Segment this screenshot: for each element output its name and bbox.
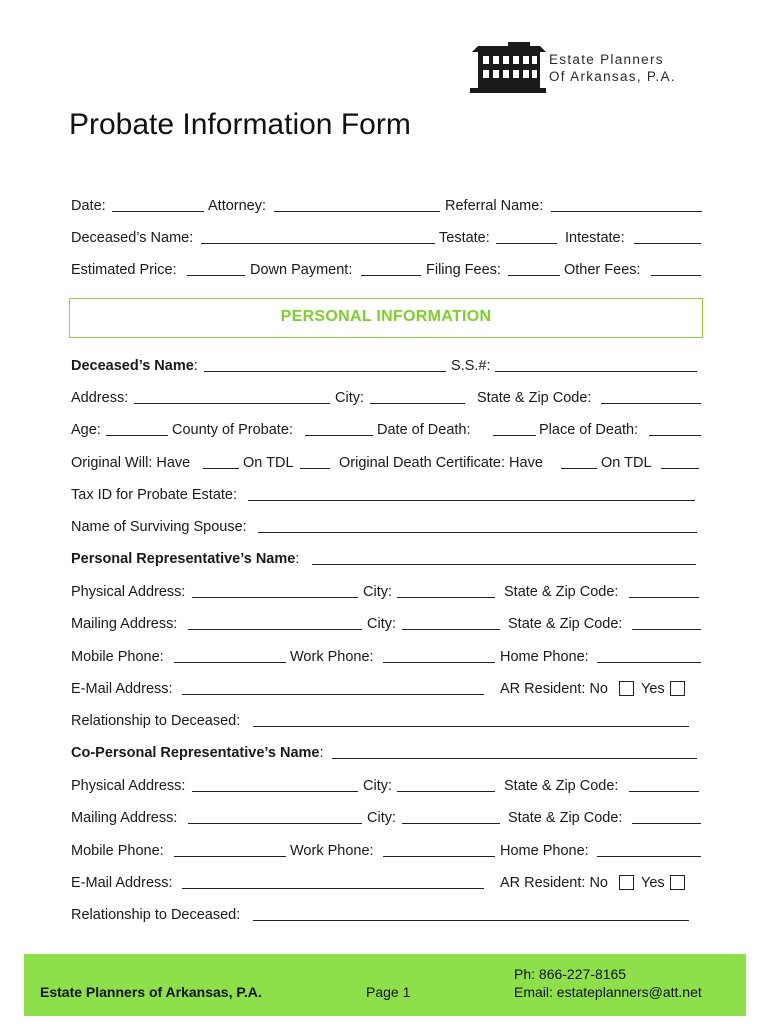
date-of-death-label: Date of Death: (377, 422, 471, 438)
estimated-price-field[interactable] (187, 259, 245, 276)
ss-label: S.S.#: (451, 358, 491, 374)
rep-mobile-label: Mobile Phone: (71, 649, 164, 665)
tax-id-label: Tax ID for Probate Estate: (71, 487, 238, 503)
rep-ar-resident-yes-checkbox[interactable] (670, 681, 685, 696)
rep-home-label: Home Phone: (500, 649, 589, 665)
corep-ar-resident-no-checkbox[interactable] (619, 875, 634, 890)
page-title: Probate Information Form (69, 108, 411, 141)
rep-mailing-city-label: City: (367, 616, 396, 632)
state-zip-label: State & Zip Code: (477, 390, 592, 406)
corep-mailing-state-label: State & Zip Code: (508, 810, 623, 826)
corep-home-label: Home Phone: (500, 843, 589, 859)
row-age (71, 419, 703, 441)
testate-field[interactable] (496, 227, 557, 244)
corep-email-field[interactable] (182, 872, 484, 889)
surviving-spouse-label: Name of Surviving Spouse: (71, 519, 247, 535)
deceased-field[interactable] (201, 227, 435, 244)
age-label: Age: (71, 422, 101, 438)
corep-physical-field[interactable] (192, 775, 358, 792)
cert-on-tdl-field[interactable] (661, 452, 699, 469)
corep-physical-label: Physical Address: (71, 778, 186, 794)
corep-relationship-label: Relationship to Deceased: (71, 907, 241, 923)
corep-physical-city-field[interactable] (397, 775, 495, 792)
county-label: County of Probate: (172, 422, 293, 438)
rep-email-label: E-Mail Address: (71, 681, 173, 697)
will-on-tdl-label: On TDL (243, 455, 294, 471)
place-of-death-field[interactable] (649, 419, 701, 436)
row-corep-mailing (71, 807, 703, 829)
place-of-death-label: Place of Death: (539, 422, 639, 438)
corep-name-label: Co-Personal Representative’s Name (71, 745, 320, 761)
corep-email-label: E-Mail Address: (71, 875, 173, 891)
county-field[interactable] (305, 419, 373, 436)
row-corep-relationship (71, 904, 703, 926)
death-cert-have-field[interactable] (561, 452, 597, 469)
footer-company: Estate Planners of Arkansas, P.A. (40, 984, 262, 1000)
row-rep-name (71, 548, 703, 570)
footer-email: Email: estateplanners@att.net (514, 984, 702, 1000)
will-on-tdl-field[interactable] (300, 452, 330, 469)
row-rep-relationship (71, 710, 703, 732)
rep-physical-state-label: State & Zip Code: (504, 584, 619, 600)
logo-line-2: Of Arkansas, P.A. (549, 69, 676, 84)
other-fees-label: Other Fees: (564, 262, 641, 278)
row-rep-mailing (71, 613, 703, 635)
row-tax-id (71, 484, 703, 506)
age-field[interactable] (106, 419, 168, 436)
rep-relationship-field[interactable] (253, 710, 689, 727)
filing-fees-label: Filing Fees: (426, 262, 501, 278)
ss-field[interactable] (495, 355, 697, 372)
corep-mailing-city-label: City: (367, 810, 396, 826)
intestate-field[interactable] (634, 227, 701, 244)
rep-home-field[interactable] (597, 646, 701, 663)
row-address (71, 387, 703, 409)
corep-ar-resident-yes-checkbox[interactable] (670, 875, 685, 890)
header-row-3 (71, 259, 703, 281)
corep-physical-state-label: State & Zip Code: (504, 778, 619, 794)
corep-work-label: Work Phone: (290, 843, 374, 859)
other-fees-field[interactable] (651, 259, 701, 276)
down-payment-field[interactable] (361, 259, 421, 276)
rep-work-field[interactable] (383, 646, 495, 663)
section-header-box (69, 298, 703, 338)
corep-relationship-field[interactable] (253, 904, 689, 921)
rep-ar-resident-no-checkbox[interactable] (619, 681, 634, 696)
city-label: City: (335, 390, 364, 406)
rep-yes-label: Yes (641, 681, 665, 697)
address-field[interactable] (134, 387, 330, 404)
rep-mailing-label: Mailing Address: (71, 616, 178, 632)
corep-mailing-state-field[interactable] (632, 807, 701, 824)
rep-name-label: Personal Representative’s Name (71, 551, 296, 567)
colon: : (319, 745, 324, 761)
footer-bar (24, 954, 746, 1016)
row-deceased-name (71, 355, 703, 377)
logo-text (549, 51, 676, 85)
cert-on-tdl-label: On TDL (601, 455, 652, 471)
rep-physical-city-label: City: (363, 584, 392, 600)
attorney-label: Attorney: (208, 198, 267, 214)
row-corep-phones (71, 840, 703, 862)
date-label: Date: (71, 198, 106, 214)
date-field[interactable] (112, 195, 204, 212)
date-of-death-field[interactable] (493, 419, 536, 436)
intestate-label: Intestate: (565, 230, 625, 246)
row-corep-name (71, 742, 703, 764)
rep-mailing-state-label: State & Zip Code: (508, 616, 623, 632)
rep-name-field[interactable] (312, 548, 696, 565)
row-corep-email (71, 872, 703, 894)
rep-mailing-state-field[interactable] (632, 613, 701, 630)
rep-relationship-label: Relationship to Deceased: (71, 713, 241, 729)
address-label: Address: (71, 390, 129, 406)
corep-work-field[interactable] (383, 840, 495, 857)
colon: : (193, 358, 198, 374)
row-rep-phones (71, 646, 703, 668)
testate-label: Testate: (439, 230, 490, 246)
estimated-price-label: Estimated Price: (71, 262, 177, 278)
rep-mailing-field[interactable] (188, 613, 362, 630)
death-cert-label: Original Death Certificate: Have (339, 455, 543, 471)
filing-fees-field[interactable] (508, 259, 560, 276)
rep-physical-label: Physical Address: (71, 584, 186, 600)
rep-physical-field[interactable] (192, 581, 358, 598)
corep-home-field[interactable] (597, 840, 701, 857)
referral-label: Referral Name: (445, 198, 544, 214)
row-rep-email (71, 678, 703, 700)
header-row-2 (71, 227, 703, 249)
row-rep-physical (71, 581, 703, 603)
corep-mailing-label: Mailing Address: (71, 810, 178, 826)
state-zip-field[interactable] (601, 387, 701, 404)
city-field[interactable] (370, 387, 465, 404)
rep-physical-city-field[interactable] (397, 581, 495, 598)
original-will-have-field[interactable] (203, 452, 239, 469)
rep-mailing-city-field[interactable] (402, 613, 500, 630)
corep-name-field[interactable] (332, 742, 697, 759)
deceased-name-field[interactable] (204, 355, 446, 372)
corep-physical-city-label: City: (363, 778, 392, 794)
corep-mobile-label: Mobile Phone: (71, 843, 164, 859)
rep-physical-state-field[interactable] (629, 581, 699, 598)
original-will-label: Original Will: Have (71, 455, 191, 471)
rep-work-label: Work Phone: (290, 649, 374, 665)
logo-line-1: Estate Planners (549, 52, 664, 67)
surviving-spouse-field[interactable] (258, 516, 697, 533)
footer-phone: Ph: 866-227-8165 (514, 966, 627, 982)
attorney-field[interactable] (274, 195, 440, 212)
rep-ar-resident-label: AR Resident: No (500, 681, 608, 697)
corep-mobile-field[interactable] (174, 840, 286, 857)
section-title: PERSONAL INFORMATION (280, 308, 492, 325)
corep-physical-state-field[interactable] (629, 775, 699, 792)
rep-mobile-field[interactable] (174, 646, 286, 663)
header-row-1 (71, 195, 703, 217)
down-payment-label: Down Payment: (250, 262, 353, 278)
colon: : (295, 551, 300, 567)
row-original-will (71, 452, 703, 474)
corep-yes-label: Yes (641, 875, 665, 891)
deceased-name-label: Deceased’s Name (71, 358, 194, 374)
tax-id-field[interactable] (248, 484, 695, 501)
corep-ar-resident-label: AR Resident: No (500, 875, 608, 891)
house-icon (468, 38, 548, 98)
referral-field[interactable] (551, 195, 702, 212)
row-surviving-spouse (71, 516, 703, 538)
footer-page-number: Page 1 (366, 984, 411, 1000)
corep-mailing-field[interactable] (188, 807, 362, 824)
row-corep-physical (71, 775, 703, 797)
corep-mailing-city-field[interactable] (402, 807, 500, 824)
rep-email-field[interactable] (182, 678, 484, 695)
deceased-label: Deceased’s Name: (71, 230, 194, 246)
